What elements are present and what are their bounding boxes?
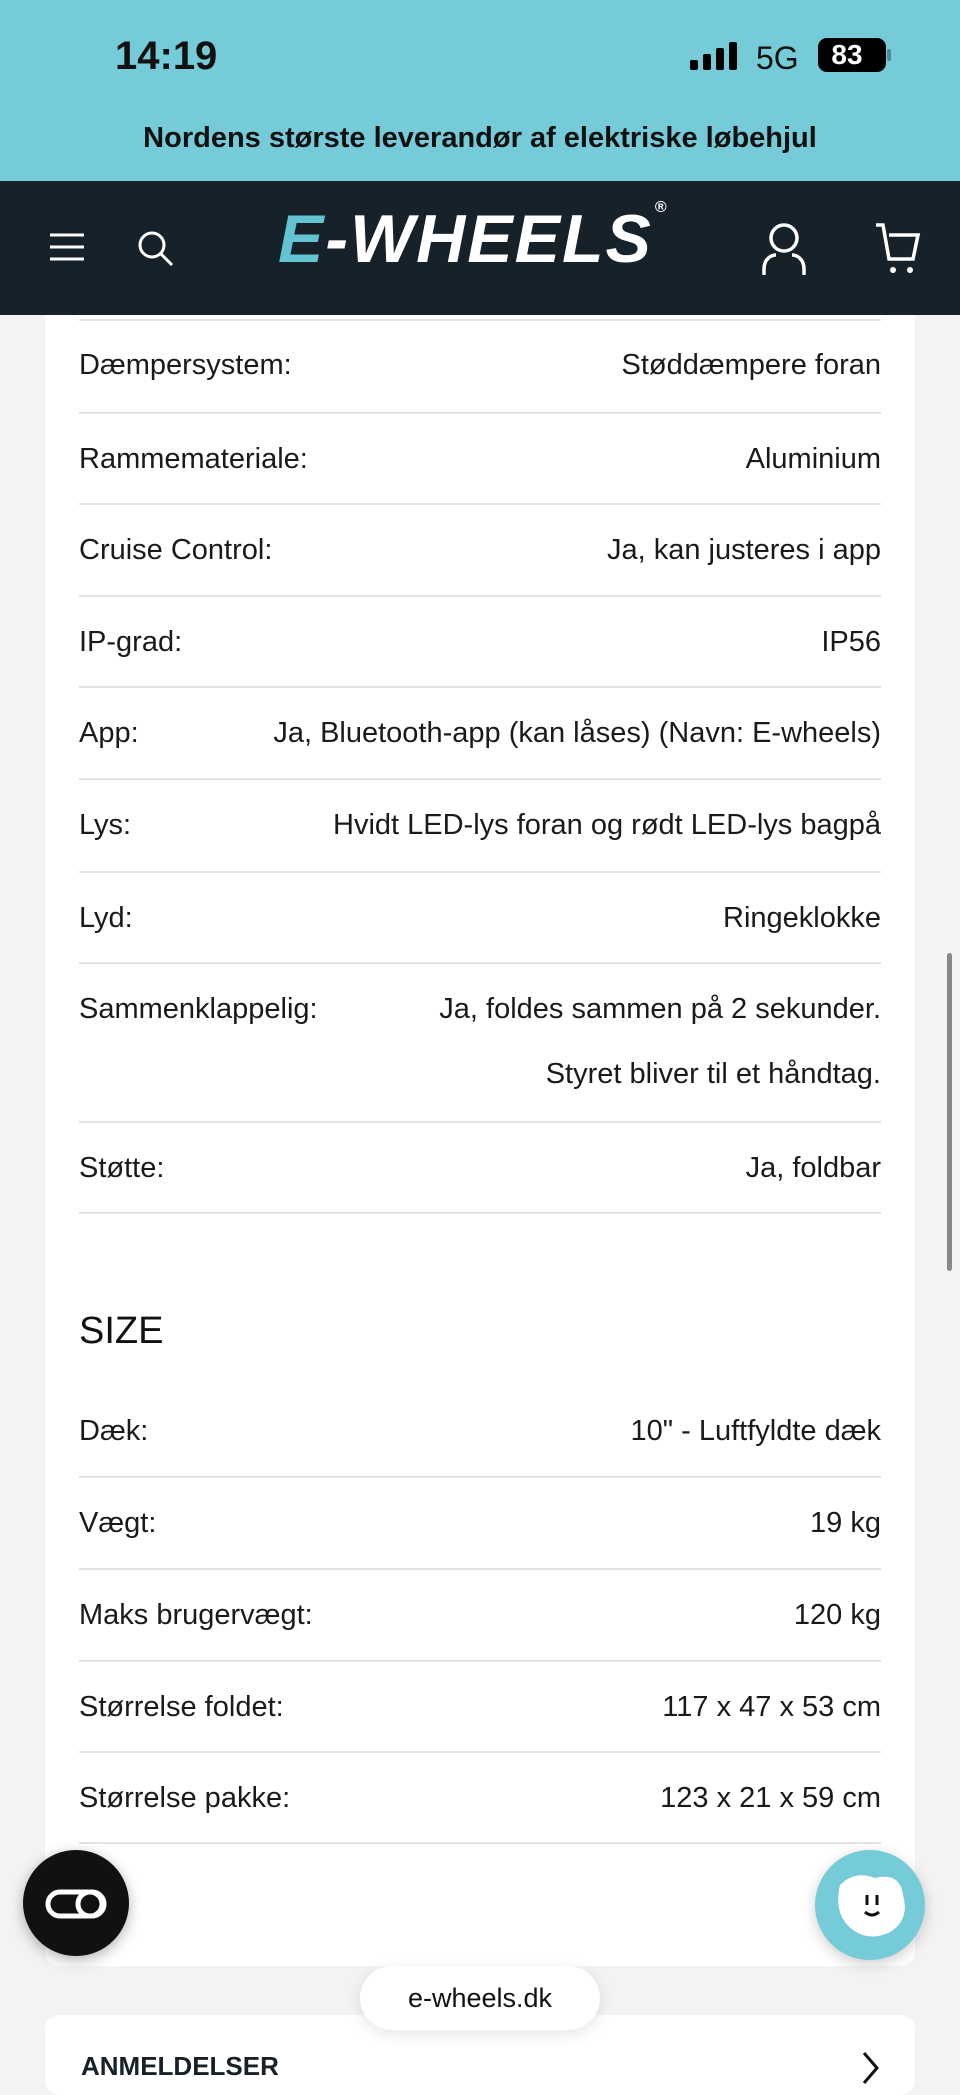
network-type: 5G [756, 40, 799, 76]
spec-value: 19 kg [810, 1507, 881, 1539]
toggle-icon [23, 1850, 129, 1956]
spec-label: Størrelse pakke: [79, 1782, 291, 1814]
logo-wheels: -WHEELS [325, 201, 653, 277]
spec-value: Ja, foldes sammen på 2 sekunder. [439, 993, 881, 1025]
spec-value-line2: Styret bliver til et håndtag. [545, 1058, 881, 1090]
spec-row [79, 505, 881, 597]
divider [79, 315, 881, 321]
account-icon[interactable] [760, 221, 808, 277]
spec-value: Ringeklokke [723, 902, 881, 934]
spec-value: 123 x 21 x 59 cm [660, 1782, 881, 1814]
logo-e: E [278, 201, 326, 277]
spec-label: Dæk: [79, 1415, 149, 1447]
accessibility-button[interactable] [23, 1850, 129, 1956]
size-row [79, 1753, 881, 1844]
signal-icon [690, 40, 737, 70]
spec-label: Sammenklappelig: [79, 993, 318, 1025]
spec-row [79, 964, 881, 1123]
scrollbar[interactable] [947, 953, 952, 1271]
menu-icon[interactable] [48, 231, 86, 263]
url-bar[interactable]: e-wheels.dk [360, 1966, 600, 2030]
spec-row [79, 780, 881, 873]
status-bar [0, 0, 960, 181]
spec-label: Lyd: [79, 902, 133, 934]
spec-row [79, 873, 881, 964]
size-row [79, 1662, 881, 1753]
size-row [79, 1478, 881, 1570]
battery-icon: 83 [818, 38, 886, 72]
spec-value: Ja, Bluetooth-app (kan låses) (Navn: E-wheels) [273, 717, 881, 749]
spec-label: Størrelse foldet: [79, 1691, 284, 1723]
chevron-right-icon [861, 2051, 881, 2085]
site-logo[interactable] [278, 200, 669, 278]
spec-value: Støddæmpere foran [621, 349, 881, 381]
spec-value: 10" - Luftfyldte dæk [630, 1415, 881, 1447]
spec-row [79, 688, 881, 780]
size-heading: SIZE [79, 1310, 164, 1352]
spec-label: Dæmpersystem: [79, 349, 292, 381]
chat-button[interactable] [815, 1850, 925, 1960]
size-row [79, 1386, 881, 1478]
spec-label: Lys: [79, 809, 132, 841]
spec-label: Cruise Control: [79, 534, 273, 566]
spec-row [79, 597, 881, 688]
status-time: 14:19 [115, 34, 218, 78]
spec-value-group [439, 964, 881, 1121]
spec-value: 120 kg [793, 1599, 881, 1631]
spec-card [45, 315, 915, 1966]
registered-mark: ® [654, 199, 669, 216]
reviews-label: ANMELDELSER [81, 2051, 279, 2081]
spec-label: Rammemateriale: [79, 443, 308, 475]
spec-row [79, 332, 881, 414]
spec-label: App: [79, 717, 139, 749]
spec-label: Vægt: [79, 1507, 157, 1539]
spec-value: IP56 [821, 626, 881, 658]
spec-label: Maks brugervægt: [79, 1599, 313, 1631]
search-icon[interactable] [136, 229, 176, 269]
spec-label: Støtte: [79, 1152, 165, 1184]
spec-row [79, 414, 881, 505]
spec-value: Hvidt LED-lys foran og rødt LED-lys bagpå [333, 809, 881, 841]
spec-value: Ja, foldbar [745, 1152, 881, 1184]
size-row [79, 1570, 881, 1662]
spec-value: 117 x 47 x 53 cm [662, 1691, 881, 1723]
smiley-chat-icon [815, 1850, 925, 1960]
promo-banner: Nordens største leverandør af elektriske løbehjul [143, 122, 817, 154]
spec-label: IP-grad: [79, 626, 183, 658]
spec-value: Aluminium [745, 443, 881, 475]
spec-row [79, 1123, 881, 1214]
spec-value: Ja, kan justeres i app [606, 534, 881, 566]
cart-icon[interactable] [872, 221, 922, 277]
